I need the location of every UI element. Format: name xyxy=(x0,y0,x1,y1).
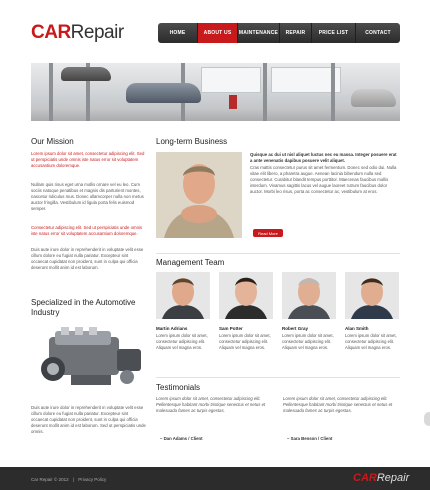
team-member-photo xyxy=(156,272,210,319)
nav-price-list[interactable]: PRICE LIST xyxy=(312,23,356,43)
logo-part-repair: Repair xyxy=(70,22,124,43)
section-divider xyxy=(156,253,400,254)
testimonial-quote: Lorem ipsum dolor sit amet, consectetur adipiscing elit. Pellentesque habitant morbi tristique senectus et netus et malesuada fames ac turpis egestas. xyxy=(283,396,393,414)
footer-logo[interactable] xyxy=(353,472,409,484)
team-member-bio: Lorem ipsum dolor sit amet, consectetur adipiscing elit. Aliquam vel magna eros. xyxy=(345,333,397,350)
hero-car xyxy=(126,83,201,103)
team-member-name: Robert Gray xyxy=(282,326,309,331)
testimonial-quote: Lorem ipsum dolor sit amet, consectetur adipiscing elit. Pellentesque habitant morbi tristique senectus et netus et malesuada fames ac turpis egestas. xyxy=(156,396,266,414)
mission-body-text-2: Duis aute irure dolor in reprehenderit in voluptate velit esse cillum dolore eu fugiat nulla pariatur. Excepteur sint occaecat cupidatat non proident, sunt in culpa qui officia deserunt mollit anim id est laborum. xyxy=(31,247,144,271)
footer-logo-repair: Repair xyxy=(376,472,410,484)
site-logo[interactable] xyxy=(31,22,124,44)
nav-maintenance[interactable]: MAINTENANCE xyxy=(238,23,280,43)
main-nav xyxy=(158,23,400,43)
business-title: Long-term Business xyxy=(156,137,228,146)
logo-part-car: CAR xyxy=(31,22,71,43)
scroll-handle[interactable] xyxy=(424,412,430,426)
hero-window xyxy=(201,67,261,93)
team-member-name: Sam Potter xyxy=(219,326,243,331)
footer-separator: | xyxy=(72,477,75,482)
team-member-photo xyxy=(345,272,399,319)
team-member-bio: Lorem ipsum dolor sit amet, consectetur adipiscing elit. Aliquam vel magna eros. xyxy=(282,333,334,350)
testimonials-title: Testimonials xyxy=(156,383,201,392)
mission-title: Our Mission xyxy=(31,137,74,146)
specialized-body-text: Duis aute irure dolor in reprehenderit in voluptate velit esse cillum dolore eu fugiat nulla pariatur. Excepteur sint occaecat cupidatat non proident, sunt in culpa qui officia deserunt mollit anim id est laborum. Sed ut perspiciatis unde omnis. xyxy=(31,405,146,435)
nav-contact[interactable]: CONTACT xyxy=(365,30,391,36)
hero-garage-image xyxy=(31,63,400,121)
team-member-bio: Lorem ipsum dolor sit amet, consectetur adipiscing elit. Aliquam vel magna eros. xyxy=(156,333,208,350)
testimonial-author: – Sara Benson / Client xyxy=(287,436,333,441)
testimonial-author: – Dan Adams / Client xyxy=(160,436,203,441)
business-body-text: Cras mattis consectetur purus sit amet fermentum. Donec sed odio dui. Nulla vitae elit libero, a pharetra augue. Aenean lacinia bibendum nulla sed consectetur. Curabitur blandit tempus porttitor. Maecenas faucibus mollis interdum. Vivamus sagittis lacus vel augue laoreet rutrum faucibus dolor auctor. Morbi leo risus, porta ac consectetur ac, vestibulum at eros. xyxy=(250,165,397,195)
team-member-photo xyxy=(282,272,336,319)
hero-lift-post xyxy=(331,63,335,121)
footer-logo-car: CAR xyxy=(353,472,377,484)
nav-about-us[interactable]: ABOUT US xyxy=(198,23,238,43)
mission-body-text: Nullam quis risus eget urna mollis ornare vel eu leo. Cum sociis natoque penatibus et magnis dis parturient montes, nascetur ridiculus mus. Donec ullamcorper nulla non metus auctor fringilla. Vestibulum id ligula porta felis euismod semper. xyxy=(31,182,144,212)
team-member-photo xyxy=(219,272,273,319)
footer-copyright: Car Repair © 2012 xyxy=(31,477,69,482)
team-member-bio: Lorem ipsum dolor sit amet, consectetur adipiscing elit. Aliquam vel magna eros. xyxy=(219,333,271,350)
section-divider xyxy=(156,377,400,378)
privacy-policy-link[interactable]: Privacy Policy xyxy=(78,477,107,482)
team-title: Management Team xyxy=(156,258,225,267)
hero-car-lifted xyxy=(61,67,111,81)
hero-car xyxy=(351,89,396,107)
hero-lift-post xyxy=(263,63,267,121)
team-member-name: Martin Adrians xyxy=(156,326,188,331)
footer-links xyxy=(31,477,106,482)
hero-tool-cabinet xyxy=(229,95,237,109)
mission-highlight-text-2: Consectetur adipiscing elit. Sed ut perspiciatis unde omnis iste natus error sit voluptatem accusantium doloremque. xyxy=(31,225,143,237)
nav-home[interactable]: HOME xyxy=(158,23,198,43)
specialized-title: Specialized in the Automotive Industry xyxy=(31,298,136,317)
business-man-photo xyxy=(156,152,242,238)
engine-image xyxy=(31,325,147,395)
nav-repair[interactable]: REPAIR xyxy=(280,23,312,43)
mission-highlight-text: Lorem ipsum dolor sit amet, consectetur adipiscing elit. Sed ut perspiciatis unde omnis iste natus error sit voluptatem accusantium doloremque. xyxy=(31,151,145,169)
read-more-button[interactable]: Read More xyxy=(253,229,283,237)
business-lead-text: Quisque ac dui ut nisl aliquet luctus nec eu massa. Integer posuere erat a ante venenatis dapibus posuere velit aliquet. xyxy=(250,152,397,164)
hero-lift-post xyxy=(49,63,53,121)
team-member-name: Alan Smith xyxy=(345,326,369,331)
